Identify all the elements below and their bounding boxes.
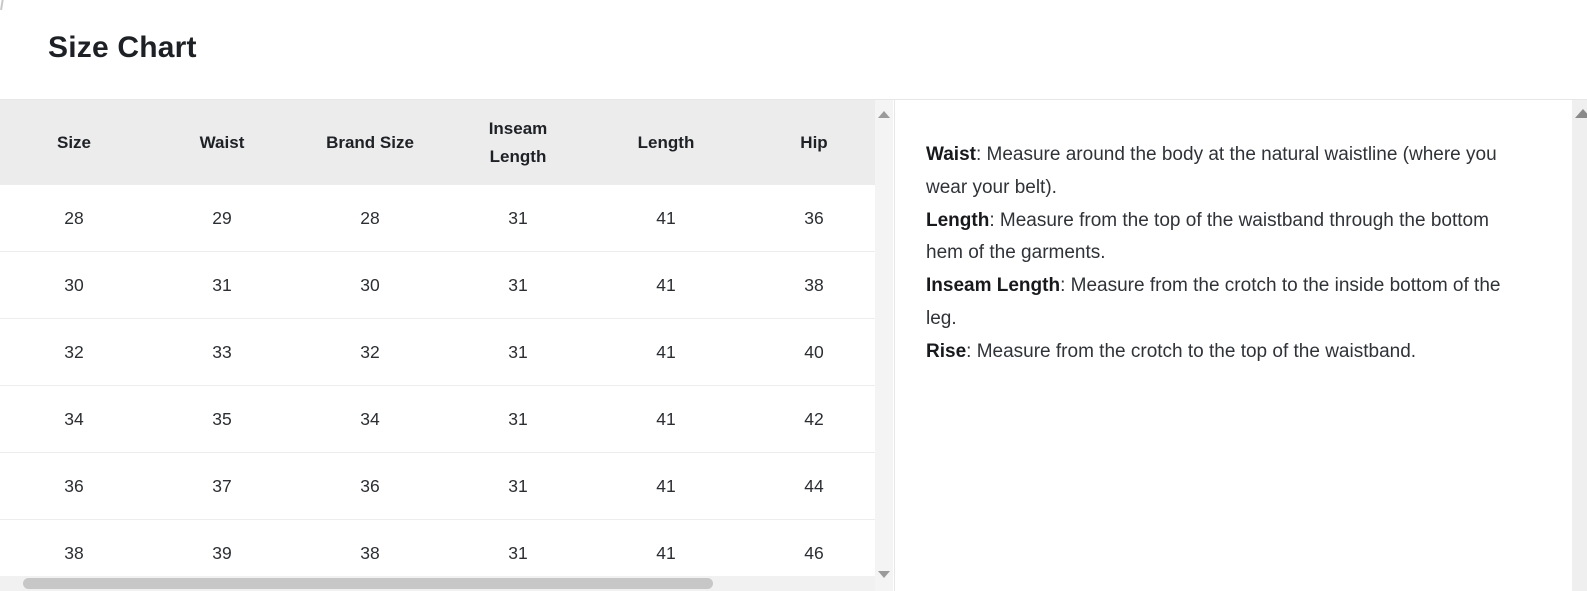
table-cell: 31 <box>212 274 232 295</box>
table-cell: 31 <box>508 274 528 295</box>
page-title: Size Chart <box>48 31 197 64</box>
title-bar <box>0 0 1587 99</box>
table-row <box>0 185 875 252</box>
table-row <box>0 252 875 319</box>
table-cell: 36 <box>804 207 824 228</box>
corner-artifact <box>0 0 4 10</box>
table-cell: 38 <box>64 542 84 563</box>
table-body <box>0 185 875 587</box>
column-header-waist: Waist <box>199 132 245 152</box>
measurement-guide-panel <box>894 100 1572 591</box>
table-cell: 30 <box>64 274 84 295</box>
measurement-term: Waist <box>926 144 976 165</box>
size-chart-table <box>0 100 875 587</box>
table-cell: 38 <box>360 542 380 563</box>
measurement-definition: Measure from the crotch to the top of the waistband. <box>976 340 1417 362</box>
table-cell: 42 <box>804 408 824 429</box>
column-header-hip: Hip <box>800 132 828 152</box>
table-cell: 40 <box>804 341 824 362</box>
measurement-definition: Measure from the top of the waistband through the bottom hem of the garments. <box>926 209 1489 264</box>
table-cell: 31 <box>508 475 528 496</box>
measurement-definition: Measure from the crotch to the inside bottom of the leg. <box>926 275 1501 329</box>
measurement-guide-item: Length: Measure from the top of the waistband through the bottom hem of the garments. <box>926 209 1489 264</box>
table-cell: 36 <box>64 475 84 496</box>
scroll-up-icon[interactable] <box>878 111 890 118</box>
table-horizontal-scrollbar[interactable] <box>0 576 875 591</box>
table-cell: 34 <box>64 408 84 429</box>
table-cell: 32 <box>64 341 84 362</box>
table-cell: 34 <box>360 408 380 429</box>
table-header-row <box>0 100 875 185</box>
page-vertical-scrollbar[interactable] <box>1572 100 1587 591</box>
measurement-term: Inseam Length <box>926 275 1061 297</box>
table-scroll-viewport[interactable] <box>0 100 875 591</box>
table-cell: 41 <box>656 408 676 429</box>
table-row <box>0 319 875 386</box>
table-row <box>0 453 875 520</box>
table-cell: 41 <box>656 274 676 295</box>
table-cell: 31 <box>508 542 528 563</box>
table-cell: 41 <box>656 475 676 496</box>
table-cell: 41 <box>656 207 676 228</box>
table-cell: 39 <box>212 542 232 563</box>
horizontal-scrollbar-thumb[interactable] <box>23 578 713 589</box>
table-cell: 28 <box>360 207 380 228</box>
table-row <box>0 386 875 453</box>
table-vertical-scrollbar[interactable] <box>875 100 893 591</box>
measurement-guide-item: Inseam Length: Measure from the crotch to the inside bottom of the leg. <box>926 275 1501 329</box>
table-cell: 46 <box>804 542 824 563</box>
table-cell: 41 <box>656 542 676 563</box>
measurement-term: Length <box>926 209 990 231</box>
column-header-size: Size <box>56 132 92 152</box>
table-cell: 31 <box>508 408 528 429</box>
scroll-down-icon[interactable] <box>878 571 890 578</box>
column-header-inseam-length: Inseam Length <box>488 118 548 166</box>
table-cell: 32 <box>360 341 380 362</box>
table-cell: 37 <box>212 475 232 496</box>
table-cell: 29 <box>212 207 232 228</box>
size-chart-table-panel <box>0 100 893 591</box>
content-area <box>0 99 1587 591</box>
table-cell: 36 <box>360 475 380 496</box>
table-cell: 30 <box>360 274 380 295</box>
table-cell: 35 <box>212 408 232 429</box>
table-cell: 38 <box>804 274 824 295</box>
column-header-length: Length <box>637 132 695 152</box>
scroll-up-icon[interactable] <box>1575 109 1587 118</box>
table-cell: 31 <box>508 207 528 228</box>
table-cell: 33 <box>212 341 232 362</box>
table-cell: 31 <box>508 341 528 362</box>
column-header-brand-size: Brand Size <box>326 132 414 152</box>
measurement-definition: Measure around the body at the natural waistline (where you wear your belt). <box>926 144 1497 198</box>
table-cell: 41 <box>656 341 676 362</box>
table-cell: 28 <box>64 207 84 228</box>
measurement-term: Rise <box>926 340 967 362</box>
measurement-guide-item: Rise: Measure from the crotch to the top of the waistband. <box>926 340 1417 362</box>
measurement-guide-item: Waist: Measure around the body at the natural waistline (where you wear your belt). <box>926 144 1497 198</box>
table-cell: 44 <box>804 475 824 496</box>
